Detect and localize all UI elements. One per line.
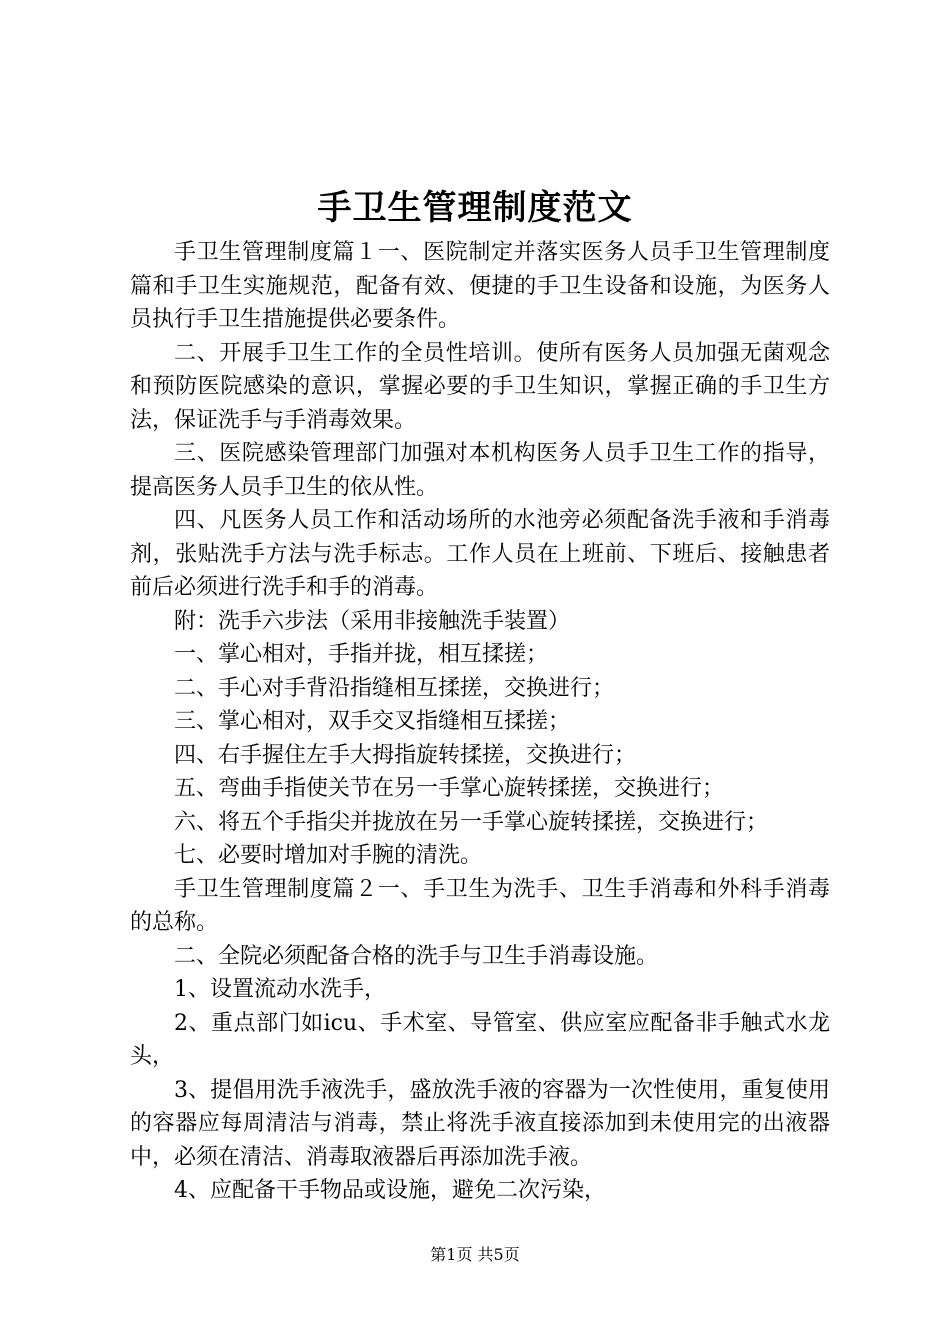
page-number-footer: 第1页 共5页	[430, 1245, 520, 1264]
paragraph: 手卫生管理制度篇１一、医院制定并落实医务人员手卫生管理制度篇和手卫生实施规范，配备有效、便捷的手卫生设备和设施，为医务人员执行手卫生措施提供必要条件。	[130, 240, 830, 332]
paragraph: 2、重点部门如icu、手术室、导管室、供应室应配备非手触式水龙头，	[130, 1010, 830, 1069]
paragraph: 三、掌心相对，双手交叉指缝相互揉搓；	[174, 709, 571, 734]
paragraph: 四、凡医务人员工作和活动场所的水池旁必须配备洗手液和手消毒剂，张贴洗手方法与洗手标志。工作人员在上班前、下班后、接触患者前后必须进行洗手和手的消毒。	[130, 508, 830, 600]
paragraph: 五、弯曲手指使关节在另一手掌心旋转揉搓，交换进行；	[174, 776, 725, 801]
paragraph: 手卫生管理制度篇２一、手卫生为洗手、卫生手消毒和外科手消毒的总称。	[130, 876, 830, 935]
paragraph: 三、医院感染管理部门加强对本机构医务人员手卫生工作的指导，提高医务人员手卫生的依从性。	[130, 441, 830, 500]
paragraph: 二、手心对手背沿指缝相互揉搓，交换进行；	[174, 675, 615, 701]
document-body	[130, 236, 830, 1208]
paragraph: 四、右手握住左手大拇指旋转揉搓，交换进行；	[174, 742, 637, 768]
paragraph: 4、应配备干手物品或设施，避免二次污染，	[174, 1178, 606, 1203]
paragraph: 二、开展手卫生工作的全员性培训。使所有医务人员加强无菌观念和预防医院感染的意识，掌握必要的手卫生知识，掌握正确的手卫生方法，保证洗手与手消毒效果。	[130, 340, 830, 433]
paragraph: 七、必要时增加对手腕的清洗。	[174, 843, 483, 868]
paragraph: 二、全院必须配备合格的洗手与卫生手消毒设施。	[174, 943, 659, 969]
paragraph: 附：洗手六步法（采用非接触洗手装置）	[174, 608, 571, 634]
paragraph: 1、设置流动水洗手，	[174, 977, 386, 1002]
paragraph: 3、提倡用洗手液洗手，盛放洗手液的容器为一次性使用，重复使用的容器应每周清洁与消毒，禁止将洗手液直接添加到未使用完的出液器中，必须在清洁、消毒取液器后再添加洗手液。	[130, 1077, 830, 1170]
document-title: 手卫生管理制度范文	[317, 188, 633, 228]
paragraph: 六、将五个手指尖并拢放在另一手掌心旋转揉搓，交换进行；	[174, 809, 769, 835]
paragraph: 一、掌心相对，手指并拢，相互揉搓；	[174, 642, 549, 667]
